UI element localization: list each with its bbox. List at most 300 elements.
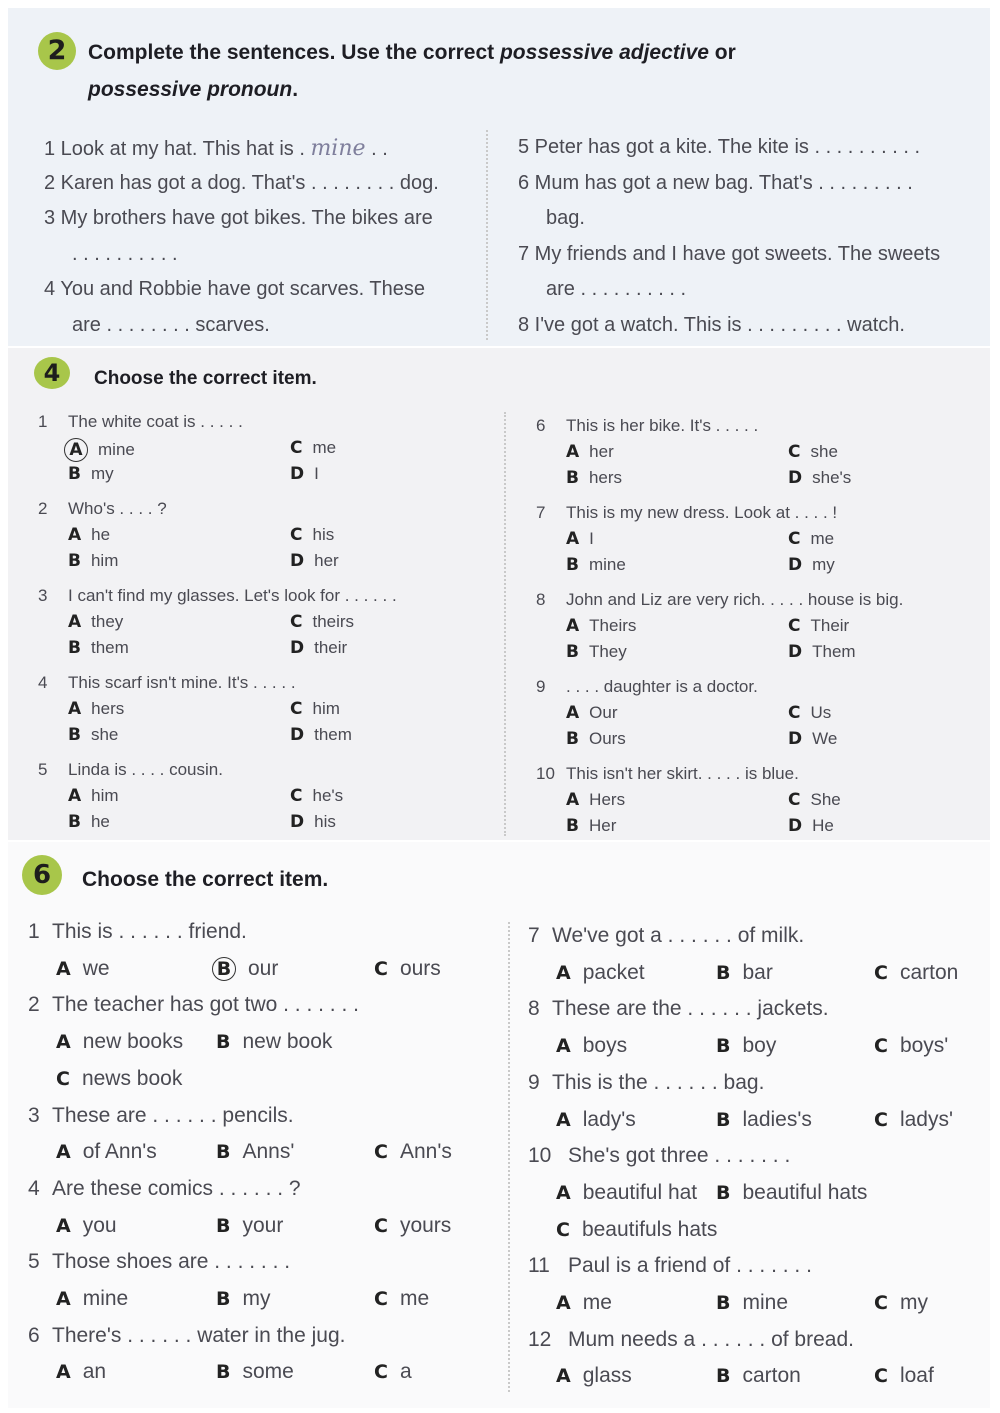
option-b <box>216 1030 332 1054</box>
question-number: 10 <box>536 764 555 783</box>
question-3 <box>28 1104 294 1128</box>
option-text: some <box>242 1360 294 1384</box>
option-letter: D <box>788 468 803 488</box>
exercise-2 <box>8 8 990 346</box>
option-c <box>788 442 838 462</box>
option-d <box>788 729 837 749</box>
option-text: my <box>899 1291 928 1314</box>
option-c <box>290 699 340 719</box>
option-b <box>566 468 622 488</box>
sentence-7: 7 My friends and I have got sweets. The sweets <box>518 243 941 265</box>
option-b <box>716 1034 776 1058</box>
option-text: Our <box>589 703 618 722</box>
sentence-4: 4 You and Robbie have got scarves. These <box>44 278 426 300</box>
exercise-6 <box>8 842 990 1408</box>
option-b <box>68 551 118 571</box>
option-text: they <box>91 612 124 631</box>
option-letter: A <box>56 1031 71 1054</box>
option-letter: C <box>290 786 303 806</box>
option-a <box>566 790 625 810</box>
option-letter: B <box>68 638 81 658</box>
option-letter: B <box>68 551 81 571</box>
question-7 <box>536 503 837 523</box>
option-text: I <box>314 464 319 483</box>
option-text: Theirs <box>589 616 637 635</box>
option-letter: C <box>788 529 801 549</box>
option-a <box>56 1360 106 1384</box>
option-letter: B <box>216 1288 231 1310</box>
option-letter: A <box>556 961 571 984</box>
question-number: 12 <box>528 1327 552 1351</box>
option-letter: C <box>874 1108 888 1131</box>
option-d <box>788 642 856 662</box>
sentence-2: 2 Karen has got a dog. That's . . . . . . . . dog. <box>44 172 439 194</box>
question-text: There's . . . . . . water in the jug. <box>52 1323 346 1347</box>
question-11 <box>528 1254 812 1278</box>
option-b <box>216 1287 270 1311</box>
question-number: 3 <box>38 586 48 605</box>
option-text: Hers <box>589 790 626 809</box>
option-text: he <box>91 525 111 544</box>
option-b <box>716 1108 812 1132</box>
option-a <box>68 612 123 632</box>
option-letter: B <box>216 1031 231 1054</box>
exercise-number-badge: 6 <box>22 855 62 895</box>
sentence-6-cont: bag. <box>546 207 585 229</box>
option-letter: C <box>374 1361 388 1384</box>
question-number: 5 <box>38 760 48 779</box>
option-text: them <box>90 638 129 657</box>
option-b <box>216 1140 294 1164</box>
question-number: 10 <box>528 1144 552 1168</box>
option-letter: A <box>556 1035 571 1058</box>
option-letter: B <box>566 729 579 749</box>
question-number: 7 <box>528 924 540 947</box>
question-number: 2 <box>38 499 48 518</box>
option-letter: C <box>374 957 388 980</box>
option-letter: A <box>56 1141 71 1164</box>
option-letter: A <box>556 1292 571 1314</box>
question-text: We've got a . . . . . . of milk. <box>552 924 805 947</box>
option-text: ours <box>399 956 441 980</box>
option-text: mine <box>82 1287 129 1310</box>
option-a <box>556 1034 627 1058</box>
question-number: 11 <box>528 1254 550 1278</box>
option-b <box>566 816 616 836</box>
option-letter: A <box>68 525 82 545</box>
question-number: 4 <box>38 673 48 692</box>
option-text: carton <box>899 960 959 984</box>
question-8 <box>528 997 829 1021</box>
option-letter: A <box>556 1181 571 1204</box>
column-divider <box>508 922 510 1392</box>
option-text: new books <box>82 1030 184 1054</box>
option-a <box>556 1181 697 1205</box>
option-a <box>56 1030 183 1054</box>
option-c <box>290 525 334 545</box>
exercise-heading: Choose the correct item. <box>94 368 317 389</box>
option-letter: C <box>788 703 801 723</box>
option-a <box>68 525 110 545</box>
option-text: boys <box>582 1034 628 1058</box>
sentence-7-cont: are . . . . . . . . . . <box>546 278 687 300</box>
sentence-3: 3 My brothers have got bikes. The bikes are <box>44 207 433 229</box>
option-b <box>216 1214 283 1238</box>
option-b <box>716 1291 788 1315</box>
option-letter: A <box>556 1365 571 1388</box>
question-4 <box>38 673 296 693</box>
option-letter: A <box>56 1288 71 1310</box>
option-a <box>556 1108 636 1132</box>
question-text: These are the . . . . . . jackets. <box>552 997 829 1021</box>
option-letter: C <box>788 616 801 636</box>
option-text: packet <box>582 960 645 984</box>
option-text: him <box>90 551 119 570</box>
option-text: beautifuls hats <box>581 1217 718 1241</box>
option-text: her <box>589 442 614 461</box>
option-b <box>68 464 114 484</box>
question-5 <box>28 1250 290 1274</box>
question-text: Linda is . . . . cousin. <box>68 760 223 779</box>
option-letter: D <box>290 638 305 658</box>
question-1 <box>38 412 243 432</box>
option-text: We <box>812 729 838 748</box>
option-text: you <box>82 1213 117 1237</box>
question-1 <box>28 920 247 944</box>
option-d <box>290 551 339 571</box>
option-letter: B <box>68 725 81 745</box>
question-2 <box>38 499 167 519</box>
option-letter: A <box>64 438 88 462</box>
question-number: 3 <box>28 1103 40 1127</box>
option-letter: C <box>374 1214 388 1237</box>
question-text: This is the . . . . . . bag. <box>552 1070 765 1094</box>
question-number: 5 <box>28 1250 40 1274</box>
option-d <box>290 812 336 832</box>
option-letter: C <box>374 1141 388 1164</box>
option-letter: A <box>68 786 82 806</box>
option-b <box>68 638 129 658</box>
option-text: news book <box>81 1066 183 1090</box>
option-text: hers <box>91 699 125 718</box>
option-b <box>716 1364 801 1388</box>
option-text: new book <box>242 1030 333 1054</box>
option-letter: A <box>566 703 580 723</box>
option-letter: A <box>566 529 580 549</box>
question-text: Are these comics . . . . . . ? <box>52 1176 301 1200</box>
option-text: beautiful hat <box>582 1180 698 1204</box>
question-6 <box>536 416 758 436</box>
option-text: yours <box>399 1213 452 1237</box>
option-a <box>56 1140 157 1164</box>
option-b <box>566 729 626 749</box>
option-text: ladies's <box>742 1107 812 1131</box>
option-text: He <box>812 816 834 835</box>
option-a <box>566 442 614 462</box>
option-text: my <box>90 464 114 483</box>
question-12 <box>528 1328 854 1352</box>
option-text: his <box>314 812 336 831</box>
option-letter: B <box>716 1108 731 1131</box>
option-letter: B <box>716 961 731 984</box>
option-text: Us <box>810 703 832 722</box>
option-text: his <box>312 525 335 544</box>
option-letter: C <box>374 1288 388 1310</box>
question-text: . . . . daughter is a doctor. <box>566 677 758 696</box>
option-letter: A <box>556 1108 571 1131</box>
option-b <box>68 812 110 832</box>
option-text: my <box>242 1287 271 1310</box>
question-number: 1 <box>38 412 48 431</box>
option-text: my <box>812 555 835 574</box>
option-text: Ann's <box>399 1140 452 1164</box>
option-letter: A <box>56 1361 71 1384</box>
option-c <box>374 1140 452 1164</box>
option-text: she's <box>812 468 852 487</box>
column-divider <box>504 412 506 836</box>
handwritten-answer: mine <box>310 136 366 161</box>
exercise-number-badge: 4 <box>34 357 70 389</box>
option-letter: B <box>216 1214 231 1237</box>
question-text: The white coat is . . . . . <box>68 412 243 431</box>
question-4 <box>28 1177 301 1201</box>
option-letter: C <box>290 438 303 458</box>
question-text: This isn't her skirt. . . . . is blue. <box>566 764 799 783</box>
question-text: This is . . . . . . friend. <box>52 920 247 943</box>
option-letter: D <box>290 464 305 484</box>
sentence-1 <box>44 136 388 161</box>
option-text: him <box>91 786 119 805</box>
exercise-number-badge: 2 <box>38 32 76 70</box>
option-letter: B <box>216 1141 231 1164</box>
option-text: of Ann's <box>82 1140 157 1164</box>
option-c <box>290 438 336 458</box>
option-letter: C <box>788 442 801 462</box>
exercise-heading <box>88 41 736 65</box>
question-number: 1 <box>28 920 40 943</box>
question-3 <box>38 586 397 606</box>
sentence-6: 6 Mum has got a new bag. That's . . . . . . . . . <box>518 172 913 194</box>
option-c <box>788 790 841 810</box>
option-letter: C <box>874 1292 888 1314</box>
question-5 <box>38 760 223 780</box>
option-text: boys' <box>899 1034 949 1058</box>
option-text: me <box>582 1291 612 1314</box>
question-10 <box>536 764 799 784</box>
heading-text: Complete the sentences. Use the correct <box>88 41 500 64</box>
option-letter: D <box>788 642 803 662</box>
question-text: John and Liz are very rich. . . . . house is big. <box>566 590 904 609</box>
option-letter: D <box>290 551 305 571</box>
option-c <box>874 1291 928 1315</box>
option-a <box>68 438 135 462</box>
option-letter: B <box>566 816 579 836</box>
option-b <box>216 1360 294 1384</box>
option-letter: B <box>566 468 579 488</box>
option-letter: C <box>56 1067 70 1090</box>
option-letter: C <box>290 612 303 632</box>
option-c <box>374 1214 451 1238</box>
option-b <box>716 1181 867 1205</box>
heading-emphasis-2: possessive pronoun <box>88 78 293 101</box>
option-text: me <box>810 529 835 548</box>
option-text: carton <box>742 1364 801 1388</box>
option-letter: C <box>874 961 888 984</box>
question-9 <box>528 1071 764 1095</box>
question-text: She's got three . . . . . . . <box>568 1144 791 1168</box>
question-text: Who's . . . . ? <box>68 499 167 518</box>
option-text: she <box>810 442 838 461</box>
option-text: boy <box>742 1034 777 1058</box>
option-text: she <box>90 725 119 744</box>
option-text: me <box>399 1287 430 1310</box>
option-letter: B <box>716 1292 731 1314</box>
question-number: 6 <box>28 1323 40 1347</box>
option-text: a <box>399 1360 412 1384</box>
option-c <box>290 786 343 806</box>
option-a <box>68 699 124 719</box>
option-letter: B <box>216 1361 231 1384</box>
option-text: theirs <box>312 612 355 631</box>
option-c <box>788 703 831 723</box>
option-letter: A <box>566 616 580 636</box>
option-letter: C <box>874 1365 888 1388</box>
option-letter: B <box>68 464 81 484</box>
heading-emphasis: possessive adjective <box>499 41 709 64</box>
question-6 <box>28 1324 345 1348</box>
column-divider <box>486 130 488 340</box>
option-letter: A <box>56 957 71 980</box>
option-text: me <box>312 438 337 457</box>
option-a <box>56 1214 117 1238</box>
option-letter: C <box>788 790 801 810</box>
option-text: them <box>314 725 352 744</box>
option-b <box>216 957 278 981</box>
option-c <box>874 961 958 985</box>
option-letter: A <box>56 1214 71 1237</box>
option-letter: C <box>874 1035 888 1058</box>
question-text: This scarf isn't mine. It's . . . . . <box>68 673 296 692</box>
option-text: her <box>314 551 339 570</box>
question-2 <box>28 993 359 1017</box>
option-letter: C <box>556 1218 570 1241</box>
option-a <box>68 786 119 806</box>
option-b <box>566 642 627 662</box>
option-text: your <box>242 1213 284 1237</box>
exercise-4 <box>8 348 990 840</box>
question-number: 8 <box>536 590 546 609</box>
option-a <box>56 957 110 981</box>
option-text: mine <box>588 555 626 574</box>
question-number: 9 <box>528 1070 540 1094</box>
option-c <box>874 1034 948 1058</box>
question-8 <box>536 590 903 610</box>
option-text: our <box>248 956 279 980</box>
question-text: This is her bike. It's . . . . . <box>566 416 759 435</box>
option-letter: B <box>212 957 236 981</box>
option-text: She <box>810 790 841 809</box>
option-d <box>290 464 319 484</box>
option-text: Them <box>812 642 856 661</box>
option-c <box>290 612 354 632</box>
option-c <box>874 1364 934 1388</box>
option-c <box>874 1108 953 1132</box>
option-letter: A <box>566 442 580 462</box>
question-text: The teacher has got two . . . . . . . <box>52 993 359 1017</box>
question-text: Those shoes are . . . . . . . <box>52 1250 291 1274</box>
option-letter: B <box>716 1181 731 1204</box>
option-text: him <box>312 699 340 718</box>
sentence-text: 1 Look at my hat. This hat is . <box>44 138 311 160</box>
sentence-3-blank: . . . . . . . . . . <box>72 243 178 265</box>
option-text: They <box>588 642 627 661</box>
option-text: beautiful hats <box>742 1180 868 1204</box>
question-number: 7 <box>536 503 546 522</box>
option-a <box>556 1291 612 1315</box>
option-text: loaf <box>899 1364 934 1388</box>
option-letter: B <box>68 812 81 832</box>
question-10 <box>528 1144 790 1168</box>
question-text: This is my new dress. Look at . . . . ! <box>566 503 838 522</box>
option-letter: A <box>68 699 82 719</box>
option-b <box>68 725 118 745</box>
heading-dot: . <box>292 78 299 101</box>
option-text: their <box>314 638 348 657</box>
option-letter: D <box>290 812 305 832</box>
option-b <box>716 961 773 985</box>
option-letter: D <box>788 816 803 836</box>
question-number: 9 <box>536 677 546 696</box>
option-a <box>556 1364 632 1388</box>
question-number: 8 <box>528 997 540 1021</box>
option-a <box>556 961 645 985</box>
option-text: he <box>90 812 110 831</box>
option-c <box>556 1218 717 1242</box>
option-c <box>374 1360 412 1384</box>
question-9 <box>536 677 758 697</box>
option-letter: C <box>290 525 303 545</box>
sentence-5: 5 Peter has got a kite. The kite is . . . . . . . . . . <box>518 136 921 158</box>
option-letter: D <box>788 729 803 749</box>
option-letter: B <box>716 1365 731 1388</box>
option-text: bar <box>742 960 773 984</box>
option-c <box>56 1067 182 1091</box>
option-text: we <box>82 956 110 980</box>
option-text: Her <box>588 816 617 835</box>
question-number: 6 <box>536 416 546 435</box>
question-number: 4 <box>28 1176 40 1200</box>
option-text: an <box>82 1360 107 1384</box>
option-letter: D <box>290 725 305 745</box>
option-letter: D <box>788 555 803 575</box>
option-text: Anns' <box>242 1140 295 1164</box>
option-text: glass <box>582 1364 632 1388</box>
option-d <box>788 816 834 836</box>
option-letter: A <box>566 790 580 810</box>
heading-or: or <box>708 41 736 64</box>
option-c <box>788 529 834 549</box>
option-letter: B <box>566 555 579 575</box>
question-text: I can't find my glasses. Let's look for . . . . . . <box>68 586 397 605</box>
option-text: ladys' <box>899 1107 953 1131</box>
option-c <box>374 1287 429 1311</box>
option-letter: B <box>716 1035 731 1058</box>
option-text: hers <box>588 468 623 487</box>
sentence-dots: . . <box>365 138 388 160</box>
question-text: Mum needs a . . . . . . of bread. <box>568 1327 854 1351</box>
question-text: Paul is a friend of . . . . . . . <box>568 1254 812 1278</box>
option-d <box>788 555 835 575</box>
